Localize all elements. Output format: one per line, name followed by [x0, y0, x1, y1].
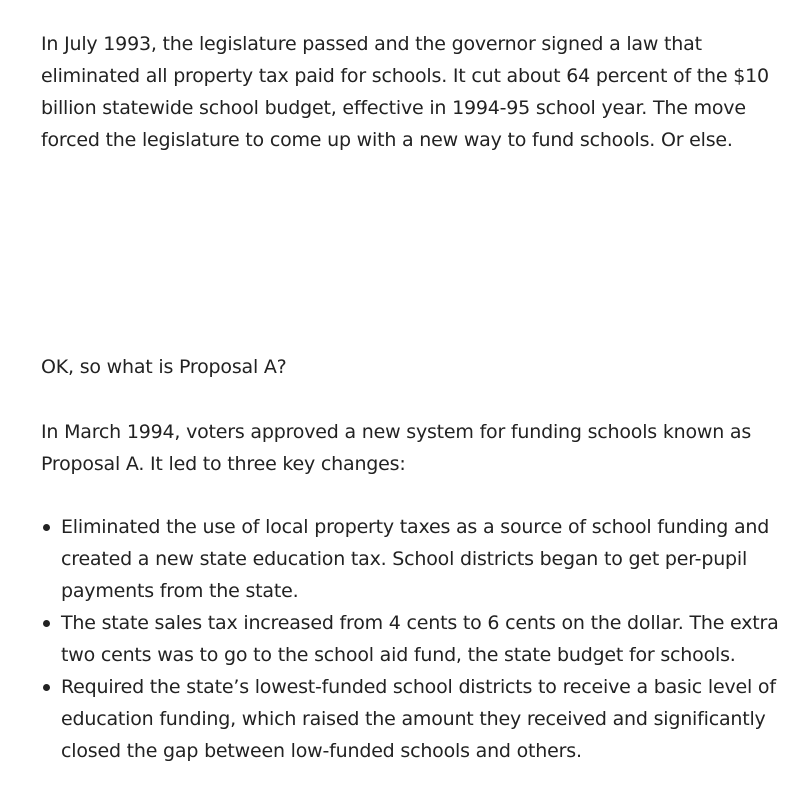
intro-paragraph: In July 1993, the legislature passed and the governor signed a law that eliminated all property tax paid for schools. It cut about 64 percent of the $10 billion statewide school budget, effective in 1994-95 school year. The move forced the legislature to come up with a new way to fund schools. Or else. — [41, 33, 769, 151]
list-item: The state sales tax increased from 4 cents to 6 cents on the dollar. The extra two cents was to go to the school aid fund, the state budget for schools. — [41, 607, 781, 671]
list-item: Eliminated the use of local property taxes as a source of school funding and created a new state education tax. School districts began to get per-pupil payments from the state. — [41, 511, 781, 607]
key-changes-list — [41, 511, 781, 767]
list-item: Required the state’s lowest-funded school districts to receive a basic level of education funding, which raised the amount they received and significantly closed the gap between low-funded schools and others. — [41, 671, 781, 767]
answer-paragraph: In March 1994, voters approved a new system for funding schools known as Proposal A. It led to three key changes: — [41, 421, 752, 475]
section-question: OK, so what is Proposal A? — [41, 356, 287, 378]
